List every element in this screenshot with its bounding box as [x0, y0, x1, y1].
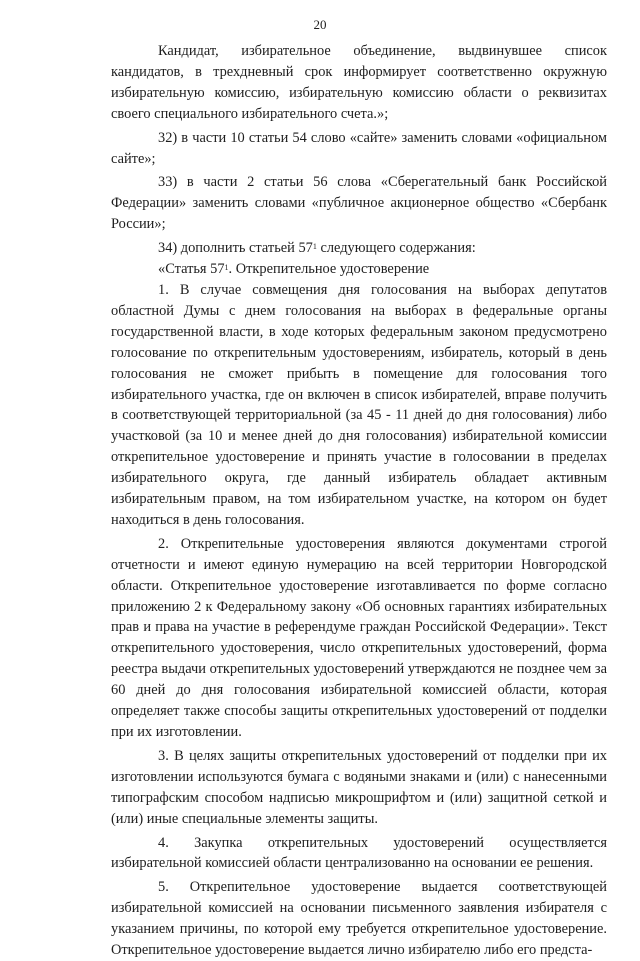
paragraph-item-33: 33) в части 2 статьи 56 слова «Сберегательный банк Российской Федерации» заменить словами «публичное акционерное общество «Сбербанк России»;: [111, 174, 607, 233]
article-heading: [111, 259, 607, 280]
paragraph-item-34: [111, 238, 607, 259]
article-part-3: 3. В целях защиты открепительных удостоверений от подделки при их изготовлении используются бумага с водяными знаками и (или) с нанесенными типографским способом надписью микрошрифтом и (или) защитной сеткой и (или) иные специальные элементы защиты.: [111, 747, 607, 827]
article-part-4: 4. Закупка открепительных удостоверений осуществляется избирательной комиссией области централизованно на основании ее решения.: [111, 834, 607, 872]
item-34-text: 34) дополнить статьей 57: [158, 240, 313, 257]
page-number: 20: [313, 17, 327, 32]
document-body: [111, 41, 607, 961]
article-part-5: 5. Открепительное удостоверение выдается соответствующей избирательной комиссией на основании письменного заявления избирателя с указанием причины, по которой ему требуется открепительное удостоверение. Открепительное удостоверение выдается лично избирателю либо его предста-: [111, 879, 607, 959]
article-heading-superscript: 1: [224, 263, 229, 273]
paragraph-item-32: 32) в части 10 статьи 54 слово «сайте» заменить словами «официальном сайте»;: [111, 129, 607, 167]
paragraph-candidate-account: Кандидат, избирательное объединение, выдвинувшее список кандидатов, в трехдневный срок информирует соответственно окружную избирательную комиссию, избирательную комиссию области о реквизитах своего специального избирательного счета.»;: [111, 43, 607, 122]
article-part-2: 2. Открепительные удостоверения являются документами строгой отчетности и имеют единую нумерацию на всей территории Новгородской области. Открепительное удостоверение изготавливается по форме согласно приложению 2 к Федеральному закону «Об основных гарантиях избирательных прав и права на участие в референдуме граждан Российской Федерации». Текст открепительного удостоверения, число открепительных удостоверений, форма реестра выдачи открепительных удостоверений утверждаются не позднее чем за 60 дней до дня голосования избирательной комиссией области, которая определяет также способы защиты открепительных удостоверений от подделки при их изготовлении.: [111, 535, 607, 740]
item-34-superscript: 1: [312, 242, 317, 252]
article-part-1: 1. В случае совмещения дня голосования на выборах депутатов областной Думы с днем голосования на выборах в федеральные органы государственной власти, в ходе которых федеральным законом предусмотрено голосование по открепительным удостоверениям, избиратель, который в день голосования не сможет прибыть в помещение для голосования того избирательного участка, где он включен в список избирателей, вправе получить в соответствующей территориальной (за 45 - 11 дней до дня голосования) либо участковой (за 10 и менее дней до дня голосования) избирательной комиссии открепительное удостоверение и принять участие в голосовании в пределах избирательного округа, где данный избиратель обладает активным избирательным правом, на том избирательном участке, на котором он будет находиться в день голосования.: [111, 281, 607, 528]
article-heading-title: . Открепительное удостоверение: [228, 261, 430, 278]
item-34-text-end: следующего содержания:: [316, 240, 476, 257]
article-heading-text: «Статья 57: [158, 261, 225, 278]
